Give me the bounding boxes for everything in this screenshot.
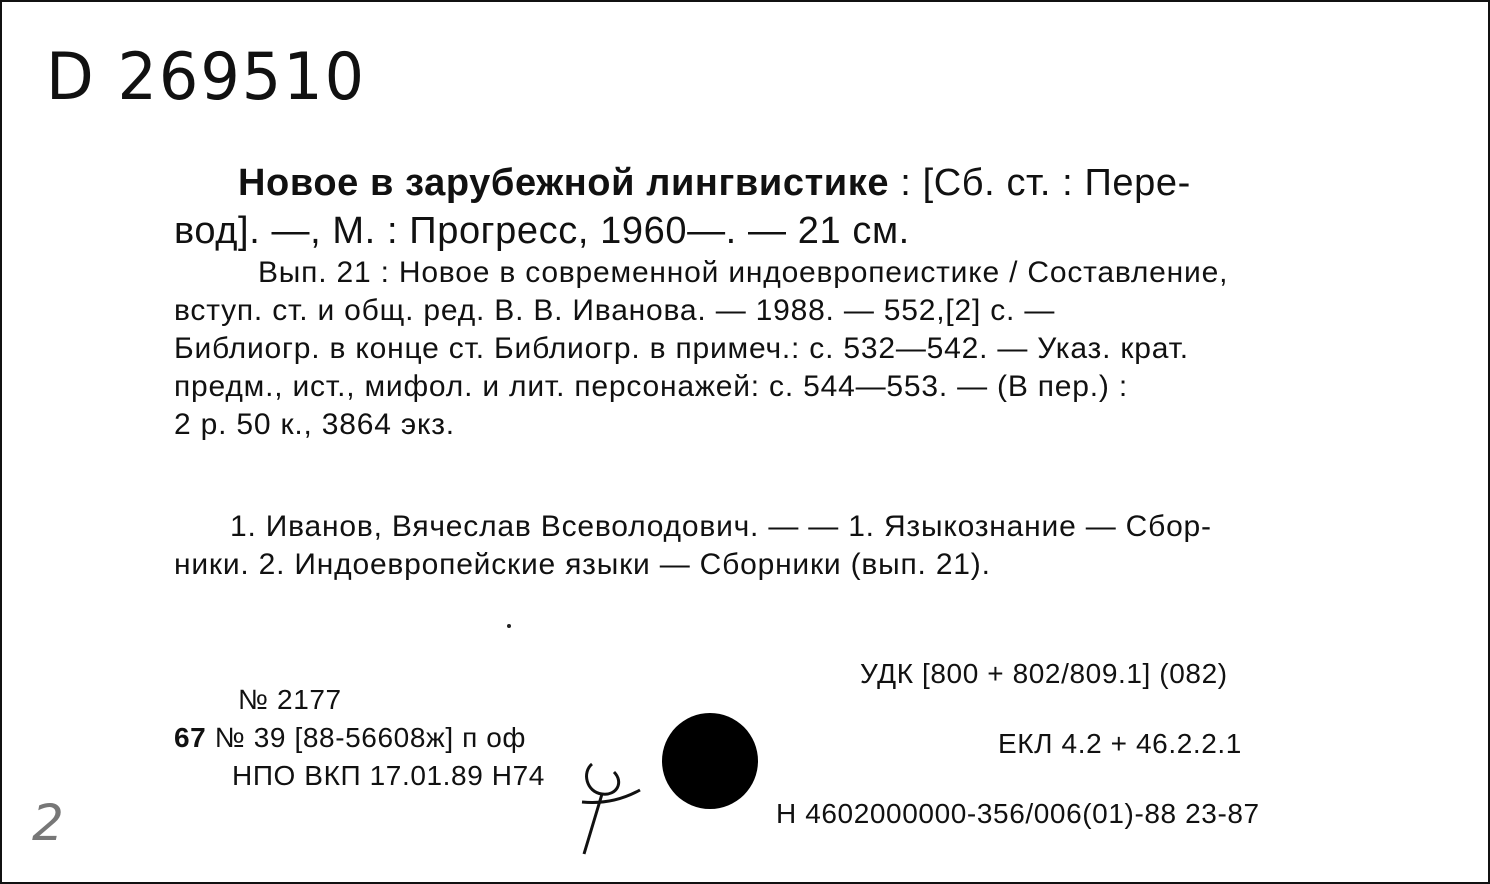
order-line bbox=[174, 722, 526, 754]
handwritten-mark-icon bbox=[562, 742, 652, 862]
title-bold: Новое в зарубежной лингвистике bbox=[238, 162, 890, 204]
stray-dot bbox=[507, 624, 511, 628]
title-rest: : [Сб. ст. : Пере- bbox=[889, 162, 1191, 204]
punch-hole bbox=[662, 713, 758, 809]
tracing-line-1: 1. Иванов, Вячеслав Всеволодович. — — 1. Языкознание — Сбор- bbox=[230, 510, 1212, 543]
udk-line: УДК [800 + 802/809.1] (082) bbox=[860, 658, 1228, 689]
issue-line-2: вступ. ст. и общ. ред. В. В. Иванова. — 1988. — 552,[2] с. — bbox=[174, 294, 1056, 327]
call-number: D 269510 bbox=[46, 38, 367, 115]
issue-line-3: Библиогр. в конце ст. Библиогр. в примеч.: с. 532—542. — Указ. крат. bbox=[174, 332, 1189, 365]
accession-number: № 2177 bbox=[238, 684, 342, 715]
title-line-2: вод]. —, М. : Прогресс, 1960—. — 21 см. bbox=[174, 210, 910, 252]
issue-line-5: 2 р. 50 к., 3864 экз. bbox=[174, 408, 455, 441]
ekl-line: ЕКЛ 4.2 + 46.2.2.1 bbox=[998, 728, 1242, 759]
npo-line: НПО ВКП 17.01.89 Н74 bbox=[232, 760, 545, 791]
code-line: Н 4602000000-356/006(01)-88 23-87 bbox=[776, 798, 1260, 829]
pencil-note: 2 bbox=[32, 794, 64, 852]
tracing-line-2: ники. 2. Индоевропейские языки — Сборники (вып. 21). bbox=[174, 548, 991, 581]
issue-line-1: Вып. 21 : Новое в современной индоевропеистике / Составление, bbox=[258, 256, 1229, 289]
title-line-1 bbox=[238, 162, 1191, 205]
issue-line-4: предм., ист., мифол. и лит. персонажей: с. 544—553. — (В пер.) : bbox=[174, 370, 1128, 403]
order-text: № 39 [88-56608ж] п оф bbox=[206, 722, 527, 753]
order-prefix: 67 bbox=[174, 722, 207, 753]
